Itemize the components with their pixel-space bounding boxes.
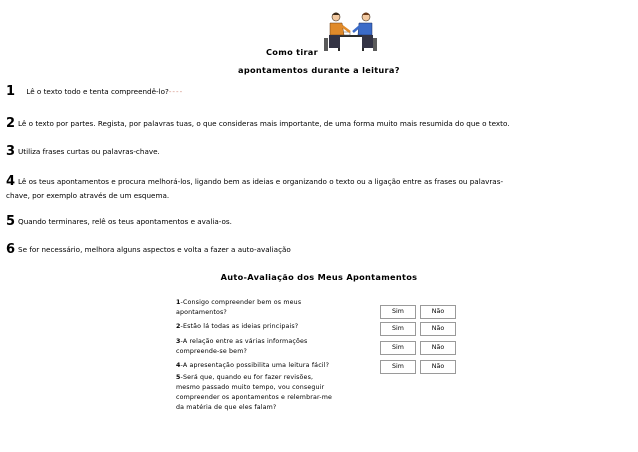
step-text: Utiliza frases curtas ou palavras-chave. [18, 147, 160, 156]
step-5 [6, 215, 606, 229]
question-3 [176, 337, 358, 357]
students-at-desk-illustration [322, 8, 378, 52]
step-number: 5 [6, 214, 16, 229]
question-number: 4 [176, 362, 181, 369]
question-2 [176, 322, 358, 332]
question-text-continued: da matéria de que eles falam? [176, 404, 277, 411]
step-text: Se for necessário, melhora alguns aspectos e volta a fazer a auto-avaliação [18, 245, 291, 254]
question-text: -Estão lá todas as ideias principais? [180, 323, 299, 330]
question-text: -Será que, quando eu for fazer revisões, [180, 374, 314, 381]
step-text-continued: chave, por exemplo através de um esquema. [6, 191, 170, 200]
step-text: Lê os teus apontamentos e procura melhorá-los, ligando bem as ideias e organizando o texto ou a ligação entre as frases ou palavras- [18, 177, 504, 186]
title-line-1: Como tirar [266, 47, 318, 57]
no-button[interactable]: Não [420, 322, 456, 336]
step-6 [6, 243, 606, 257]
question-text-continued: compreender os apontamentos e relembrar-me [176, 394, 333, 401]
question-1 [176, 298, 358, 318]
yes-button[interactable]: Sim [380, 360, 416, 374]
no-button[interactable]: Não [420, 360, 456, 374]
step-number: 6 [6, 242, 16, 257]
dashed-trail: ---- [168, 87, 184, 96]
step-text: Lê o texto todo e tenta compreendê-lo? [26, 87, 169, 96]
yes-button[interactable]: Sim [380, 305, 416, 319]
question-text: -A relação entre as várias informações [180, 338, 308, 345]
self-evaluation-title: Auto-Avaliação dos Meus Apontamentos [220, 272, 418, 282]
step-number: 3 [6, 144, 16, 159]
question-number: 1 [176, 299, 181, 306]
step-number: 1 [6, 84, 16, 99]
yes-button[interactable]: Sim [380, 322, 416, 336]
no-button[interactable]: Não [420, 305, 456, 319]
step-text: Quando terminares, relê os teus apontamentos e avalia-os. [18, 217, 232, 226]
question-text-continued: compreende-se bem? [176, 348, 247, 355]
question-4 [176, 361, 358, 371]
question-number: 5 [176, 374, 181, 381]
step-4 [6, 175, 634, 203]
question-text: -A apresentação possibilita uma leitura fácil? [180, 362, 330, 369]
question-number: 2 [176, 323, 181, 330]
yes-button[interactable]: Sim [380, 341, 416, 355]
step-number: 2 [6, 116, 16, 131]
no-button[interactable]: Não [420, 341, 456, 355]
question-text: -Consigo compreender bem os meus [180, 299, 302, 306]
question-number: 3 [176, 338, 181, 345]
step-1 [6, 85, 606, 99]
question-text-continued: mesmo passado muito tempo, vou conseguir [176, 384, 325, 391]
step-number: 4 [6, 174, 16, 189]
question-text-continued: apontamentos? [176, 309, 227, 316]
step-3 [6, 145, 606, 159]
question-5 [176, 373, 376, 413]
step-text: Lê o texto por partes. Regista, por palavras tuas, o que consideras mais importante, de uma forma muito mais resumida do que o texto. [18, 119, 510, 128]
step-2 [6, 117, 634, 131]
title-line-2: apontamentos durante a leitura? [238, 65, 400, 75]
